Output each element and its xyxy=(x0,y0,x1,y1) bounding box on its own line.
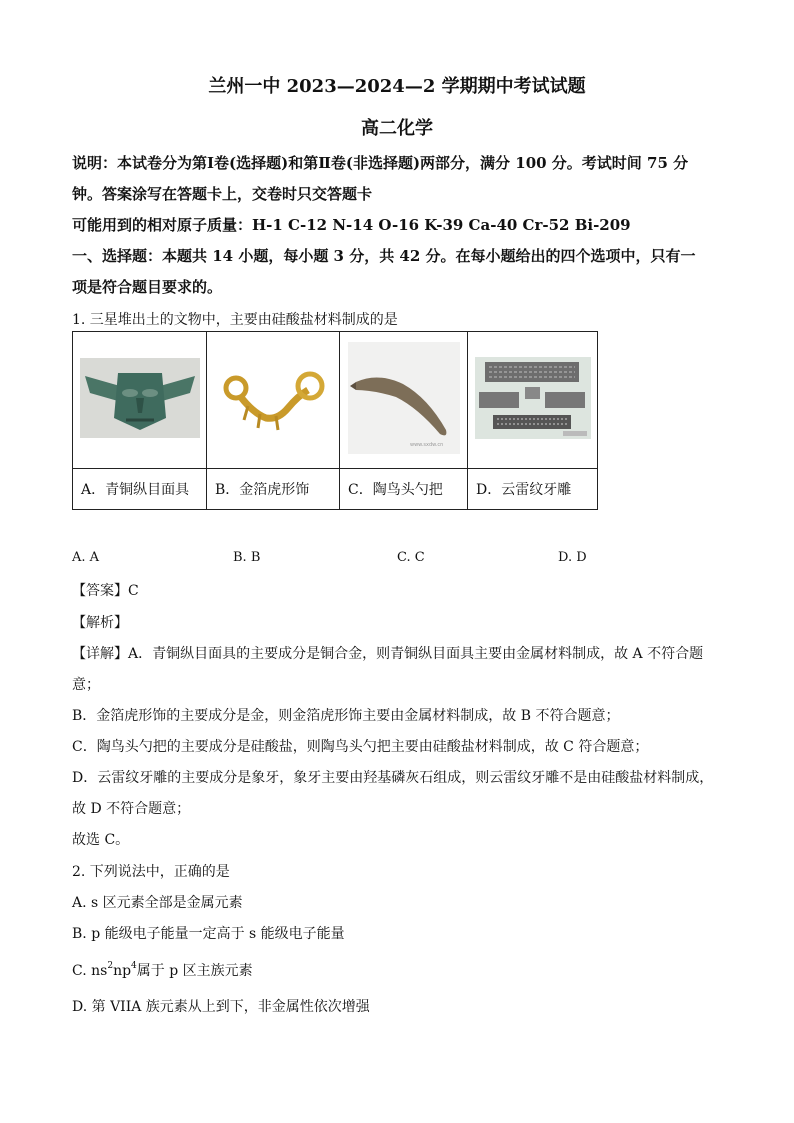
question-1-image-table xyxy=(72,331,598,510)
option-c-prefix: C. ns xyxy=(72,963,108,979)
section-heading-line-1: 一、选择题：本题共 14 小题，每小题 3 分，共 42 分。在每小题给出的四个选项中，只有一 xyxy=(72,247,696,265)
option-b-caption: B．金箔虎形饰 xyxy=(207,469,340,510)
bronze-mask-image xyxy=(73,332,207,469)
detail-line: 意； xyxy=(72,677,100,693)
detail-line: 故 D 不符合题意； xyxy=(72,801,191,817)
question-2-stem: 2. 下列说法中，正确的是 xyxy=(72,864,230,880)
atomic-mass-line: 可能用到的相对原子质量：H-1 C-12 N-14 O-16 K-39 Ca-40 Cr-52 Bi-209 xyxy=(72,216,631,234)
option-a: A. A xyxy=(72,550,100,565)
clay-bird-ladle-image xyxy=(340,332,468,469)
detail-line: B．金箔虎形饰的主要成分是金，则金箔虎形饰主要由金属材料制成，故 B 不符合题意； xyxy=(72,708,620,724)
detail-line: 故选 C。 xyxy=(72,832,130,848)
ivory-carving-image xyxy=(468,332,598,469)
gold-tiger-image xyxy=(207,332,340,469)
analysis-label: 【解析】 xyxy=(72,615,128,631)
option-c-suffix: 属于 p 区主族元素 xyxy=(136,963,253,979)
option-d: D. D xyxy=(558,550,587,565)
answer-label: 【答案】C xyxy=(72,583,139,599)
question-1-stem: 1. 三星堆出土的文物中，主要由硅酸盐材料制成的是 xyxy=(72,312,398,328)
detail-line: 【详解】A．青铜纵目面具的主要成分是铜合金，则青铜纵目面具主要由金属材料制成，故 A 不符合题 xyxy=(72,646,704,662)
option-a-caption: A．青铜纵目面具 xyxy=(73,469,207,510)
option-c: C. C xyxy=(397,550,425,565)
option-c-mid: np xyxy=(113,963,132,979)
detail-line: C．陶鸟头勺把的主要成分是硅酸盐，则陶鸟头勺把主要由硅酸盐材料制成，故 C 符合题意； xyxy=(72,739,649,755)
section-heading-line-2: 项是符合题目要求的。 xyxy=(72,278,223,296)
question-2-option-c xyxy=(72,960,253,980)
option-b: B. B xyxy=(233,550,261,565)
superscript: 2 xyxy=(107,961,114,971)
instructions-line-1: 说明：本试卷分为第Ⅰ卷(选择题)和第Ⅱ卷(非选择题)两部分，满分 100 分。考试时间 75 分 xyxy=(72,154,689,172)
exam-title: 兰州一中 2023—2024—2 学期期中考试试题 xyxy=(208,76,586,97)
svg-text:www.sxdw.cn: www.sxdw.cn xyxy=(409,442,443,448)
superscript: 4 xyxy=(131,961,137,971)
option-c-caption: C．陶鸟头勺把 xyxy=(340,469,468,510)
question-2-option-a: A. s 区元素全部是金属元素 xyxy=(72,895,243,911)
exam-subject: 高二化学 xyxy=(361,118,433,139)
instructions-line-2: 钟。答案涂写在答题卡上，交卷时只交答题卡 xyxy=(72,185,373,203)
question-2-option-d: D. 第 VIIA 族元素从上到下，非金属性依次增强 xyxy=(72,999,370,1015)
option-d-caption: D．云雷纹牙雕 xyxy=(468,469,598,510)
question-2-option-b: B. p 能级电子能量一定高于 s 能级电子能量 xyxy=(72,926,345,942)
detail-line: D．云雷纹牙雕的主要成分是象牙，象牙主要由羟基磷灰石组成，则云雷纹牙雕不是由硅酸盐材料制成， xyxy=(72,770,714,786)
